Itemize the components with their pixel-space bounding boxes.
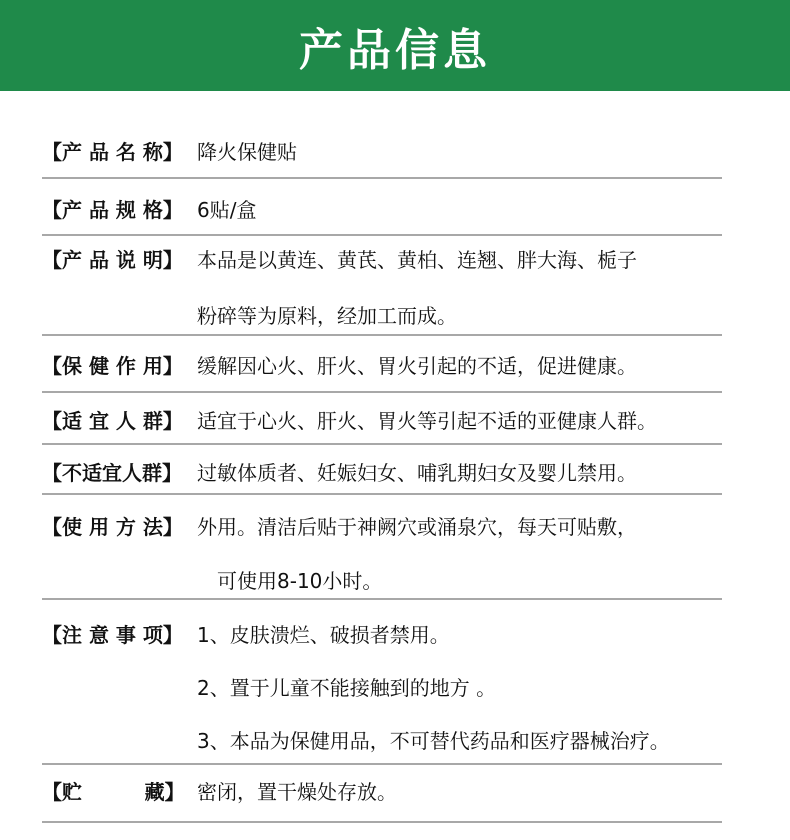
label-product-desc: 【产 品 说 明】 [42,248,183,272]
value-notes-item3: 3、本品为保健用品，不可替代药品和医疗器械治疗。 [197,729,670,753]
value-usage-line2: 可使用8-10小时。 [217,569,383,593]
label-suitable-people: 【适 宜 人 群】 [42,409,183,433]
divider [42,443,722,445]
value-notes-item1: 1、皮肤溃烂、破损者禁用。 [197,623,450,647]
value-storage: 密闭，置干燥处存放。 [197,780,397,804]
page-title: 产品信息 [299,24,491,76]
divider [42,234,722,236]
value-product-desc-line1: 本品是以黄连、黄芪、黄柏、连翘、胖大海、栀子 [197,248,637,272]
divider [42,763,722,765]
divider [42,391,722,393]
divider [42,598,722,600]
value-unsuitable-people: 过敏体质者、妊娠妇女、哺乳期妇女及婴儿禁用。 [197,461,637,485]
label-unsuitable-people: 【不适宜人群】 [42,461,182,485]
label-health-effect: 【保 健 作 用】 [42,354,183,378]
divider [42,334,722,336]
value-notes-item2: 2、置于儿童不能接触到的地方 。 [197,676,497,700]
divider [42,177,722,179]
value-product-spec: 6贴/盒 [197,198,257,222]
value-usage-line1: 外用。清洁后贴于神阙穴或涌泉穴，每天可贴敷， [197,515,637,539]
divider [42,821,722,823]
label-product-name: 【产 品 名 称】 [42,140,183,164]
label-notes: 【注 意 事 项】 [42,623,183,647]
label-storage: 【贮 藏】 [42,780,185,804]
value-product-name: 降火保健贴 [197,140,297,164]
divider [42,493,722,495]
value-suitable-people: 适宜于心火、肝火、胃火等引起不适的亚健康人群。 [197,409,657,433]
value-health-effect: 缓解因心火、肝火、胃火引起的不适，促进健康。 [197,354,637,378]
label-product-spec: 【产 品 规 格】 [42,198,183,222]
value-product-desc-line2: 粉碎等为原料，经加工而成。 [197,304,457,328]
label-usage: 【使 用 方 法】 [42,515,183,539]
